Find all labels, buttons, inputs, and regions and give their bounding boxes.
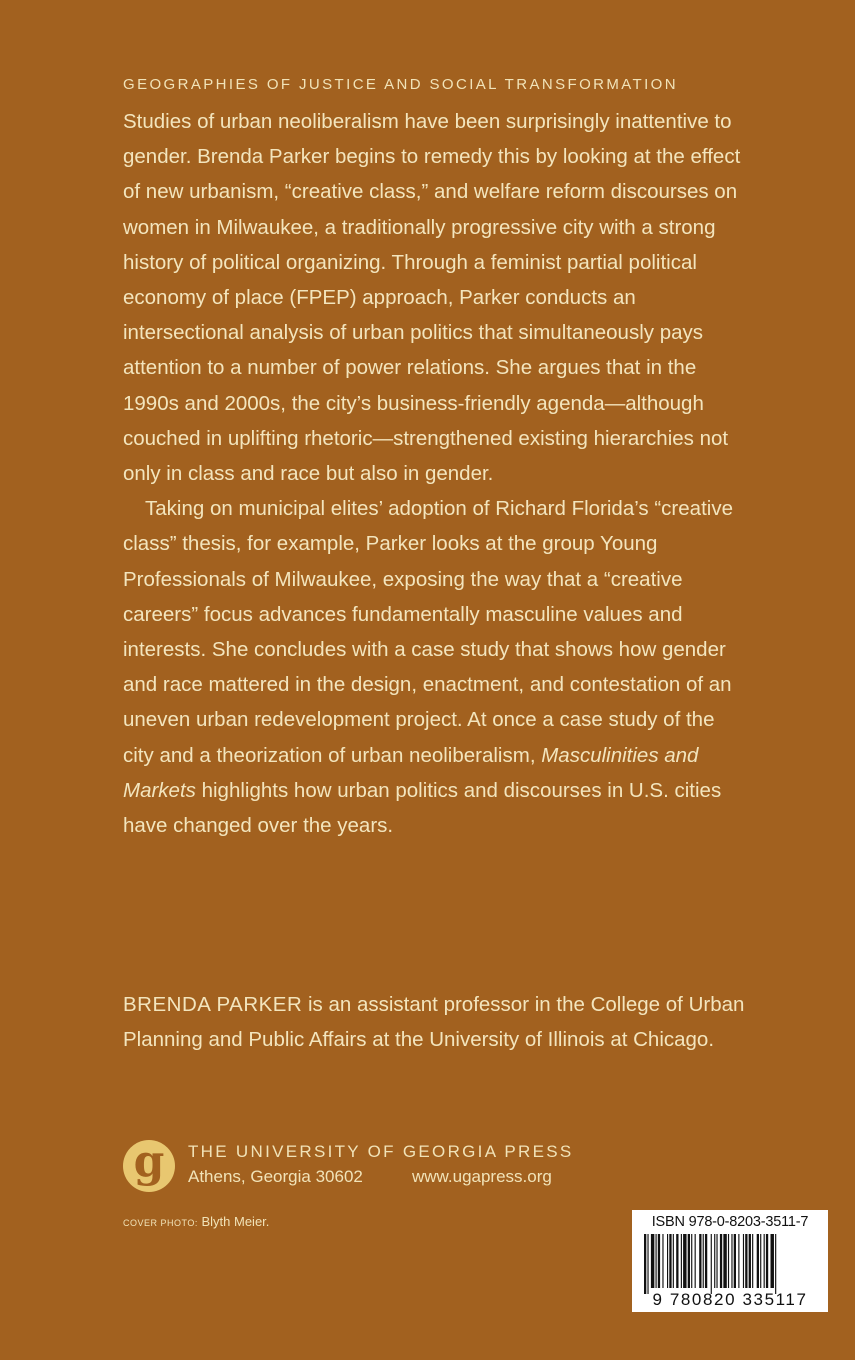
isbn-text: ISBN 978-0-8203-3511-7	[651, 1214, 809, 1230]
barcode-bar	[728, 1234, 729, 1288]
publisher-logo-icon	[123, 1136, 175, 1192]
barcode-bar	[691, 1234, 692, 1288]
barcode-bar	[703, 1234, 704, 1288]
barcode-bar	[662, 1234, 663, 1288]
barcode-bar	[745, 1234, 747, 1288]
barcode-bar	[716, 1234, 717, 1288]
barcode-bar	[752, 1234, 753, 1288]
publisher-url: www.ugapress.org	[412, 1167, 552, 1186]
publisher-name: THE UNIVERSITY OF GEORGIA PRESS	[188, 1142, 574, 1161]
ean-number: 9 780820 335117	[652, 1290, 808, 1309]
barcode-bar	[764, 1234, 765, 1288]
description-paragraph-2-start: Taking on municipal elites’ adoption of Richard Florida’s “creative class” thesis, for example, Parker looks at the group Young Professionals of Milwaukee, exposing the way that a “creative careers” focus advances fundamentally masculine values and interests. She concludes with a case study that shows how gender and race mattered in the design, enactment, and contestation of an uneven urban redevelopment project. At once a case study of the city and a theorization of urban neoliberalism,	[123, 497, 733, 767]
barcode-bar	[760, 1234, 761, 1288]
book-description	[123, 104, 748, 843]
barcode-bar	[699, 1234, 701, 1288]
barcode-bar	[766, 1234, 768, 1288]
barcode-bar	[647, 1234, 648, 1294]
series-title: GEOGRAPHIES OF JUSTICE AND SOCIAL TRANSFORMATION	[123, 76, 678, 93]
author-bio-text: is an assistant professor in the College of Urban Planning and Public Affairs at the University of Illinois at Chicago.	[123, 993, 745, 1052]
barcode-bar	[667, 1234, 668, 1288]
barcode-bar	[757, 1234, 759, 1288]
barcode-bar	[651, 1234, 654, 1288]
author-name: BRENDA PARKER	[123, 993, 303, 1016]
barcode-bar	[775, 1234, 776, 1294]
barcode-bars-icon	[644, 1234, 816, 1296]
barcode-bar	[673, 1234, 674, 1288]
barcode-bar	[749, 1234, 751, 1288]
barcode-bar	[771, 1234, 774, 1288]
barcode-bar	[734, 1234, 736, 1288]
barcode-bar	[720, 1234, 722, 1288]
cover-photo-name: Blyth Meier.	[201, 1214, 270, 1229]
barcode-bar	[743, 1234, 744, 1288]
barcode-bar	[738, 1234, 739, 1288]
book-title-italic: Masculinities and Markets	[123, 743, 699, 802]
description-paragraph-1: Studies of urban neoliberalism have been surprisingly inattentive to gender. Brenda Parker begins to remedy this by looking at the effect of new urbanism, “creative class,” and welfare reform discourses on women in Milwaukee, a traditionally progressive city with a strong history of political organizing. Through a feminist partial political economy of place (FPEP) approach, Parker conducts an intersectional analysis of urban politics that simultaneously pays attention to a number of power relations. She argues that in the 1990s and 2000s, the city’s business-friendly agenda—although couched in uplifting rhetoric—strengthened existing hierarchies not only in class and race but also in gender.	[123, 110, 741, 486]
description-paragraph-2	[123, 491, 748, 843]
barcode-bar	[714, 1234, 715, 1288]
publisher-logo-letter: g	[133, 1136, 165, 1187]
barcode-bar	[669, 1234, 671, 1288]
barcode-bar	[695, 1234, 696, 1288]
author-bio	[123, 987, 753, 1057]
barcode-bar	[658, 1234, 660, 1288]
barcode-bar	[705, 1234, 707, 1288]
barcode-bar	[644, 1234, 646, 1294]
barcode-bar	[723, 1234, 726, 1288]
barcode-bar	[731, 1234, 732, 1288]
barcode-bar	[711, 1234, 712, 1294]
barcode-bar	[681, 1234, 682, 1288]
barcode-box	[632, 1210, 828, 1312]
barcode-bar	[656, 1234, 657, 1288]
publisher-city: Athens, Georgia 30602	[188, 1167, 363, 1186]
cover-photo-credit	[123, 1214, 269, 1229]
cover-photo-label: COVER PHOTO:	[123, 1218, 198, 1228]
description-paragraph-2-end: highlights how urban politics and discourses in U.S. cities have changed over the years.	[123, 778, 722, 838]
barcode-bar	[676, 1234, 678, 1288]
barcode-bar	[683, 1234, 686, 1288]
barcode-bar	[688, 1234, 690, 1288]
